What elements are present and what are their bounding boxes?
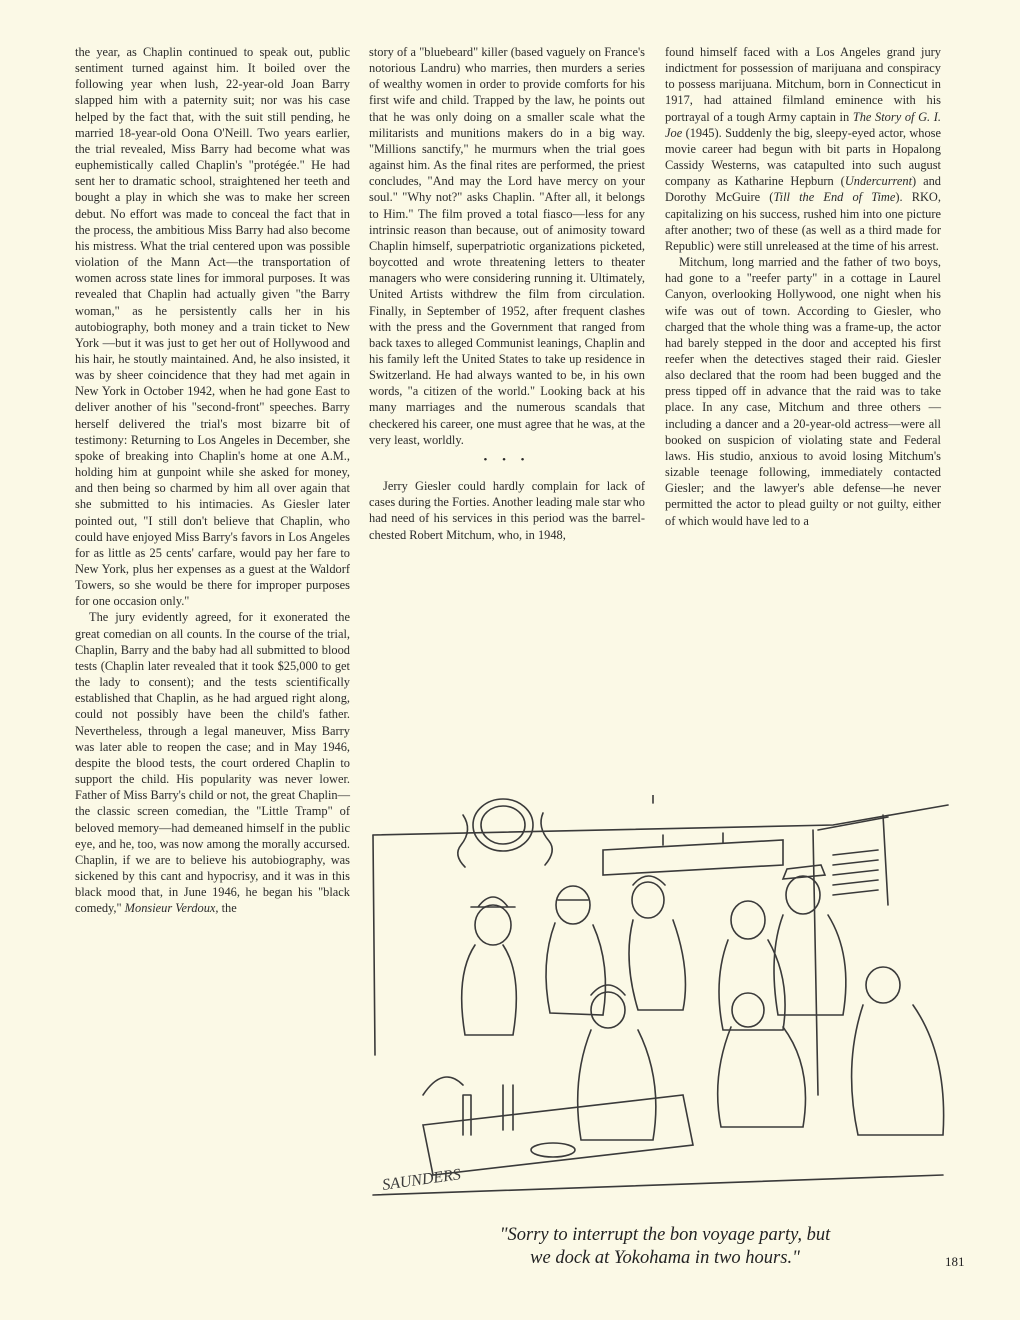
paragraph-text: ) and Dorothy McGuire ( <box>665 174 941 205</box>
paragraph: Jerry Giesler could hardly complain for lack of cases during the Forties. Another leading male star who had need of his services in this period was the barrel-chested Robert Mitchum, who, in 1948, <box>369 479 645 542</box>
text-column-2 <box>369 44 645 543</box>
film-title: Monsieur Verdoux, <box>124 901 219 916</box>
text-column-3 <box>665 44 941 529</box>
paragraph-text: ). RKO, capitalizing on his success, rushed him into one picture after another; two of these (as well as a third made for Republic) were still unreleased at the time of his arrest. <box>665 190 941 253</box>
paragraph: Mitchum, long married and the father of two boys, had gone to a "reefer party" in a cottage in Laurel Canyon, overlooking Hollywood, one night when his wife was out of town. According to Giesler, who charged that the whole thing was a frame-up, the actor had barely stepped in the door and accepted his first reefer when the detectives staged their raid. Giesler also declared that the room had been bugged and the press tipped off in advance that the raid was to take place. In any case, Mitchum and three others —including a dancer and a 20-year-old actress—were all booked on suspicion of violating state and Federal laws. His studio, anxious to avoid losing Mitchum's sizable teenage following, immediately contacted Giesler; and the lawyer's able defense—he never permitted the actor to plead guilty or not guilty, either of which would have led to a <box>665 255 941 528</box>
paragraph: story of a "bluebeard" killer (based vaguely on France's notorious Landru) who marries, then murders a series of wealthy women in order to provide comforts for his first wife and child. Trapped by the law, he points out that he was only doing on a smaller scale what the militarists and munitions makers do in a big way. "Millions sanctify," he murmurs when the trial goes against him. As the final rites are performed, the priest concludes, "And may the Lord have mercy on your soul." "Why not?" asks Chaplin. "After all, it belongs to Him." The film proved a total fiasco—less for any intrinsic reason than because, out of animosity toward Chaplin himself, superpatriotic organizations picketed, boycotted and wrote threatening letters to theater managers who were considering running it. Ultimately, United Artists withdrew the film from circulation. Finally, in September of 1952, after frequent clashes with the press and the Government that ranged from back taxes to alleged Communist leanings, Chaplin and his family left the United States to take up residence in Switzerland. He had always wanted to be, in his own words, "a citizen of the world." Looking back at his many marriages and the numerous scandals that checkered his career, one must agree that he was, at the very least, worldly. <box>369 45 645 447</box>
film-title: Undercurrent <box>844 174 913 189</box>
paragraph-text: (1945). Suddenly the big, sleepy-eyed actor, whose movie career had begun with bit parts in Hopalong Cassidy Westerns, was catapulted into such august company as Katharine Hepburn ( <box>665 125 941 189</box>
paragraph-text: the <box>218 901 237 916</box>
artist-signature: SAUNDERS <box>381 1166 462 1194</box>
cartoon-caption <box>380 1224 950 1270</box>
paragraph: the year, as Chaplin continued to speak out, public sentiment turned against him. It boiled over the following year when lush, 22-year-old Joan Barry slapped him with a paternity suit; nor was his case helped by the fact that, with the suit still pending, he married 18-year-old Oona O'Neill. Two years earlier, the trial revealed, Miss Barry had become what was euphemistically called Chaplin's "protégée." He had sent her to dramatic school, straightened her teeth and bought a play in which she was to make her screen debut. No effort was made to conceal the fact that in the process, the ambitious Miss Barry had also become his mistress. What the trial centered upon was possible violation of the Mann Act—the transportation of women across state lines for immoral purposes. It was revealed that Chaplin had actually given "the Barry woman," as he persistently calls her in his autobiography, both money and a train ticket to New York —but it was just to get her out of Hollywood and his hair, he stoutly maintained. And, he also insisted, it was by sheer coincidence that they had met again in New York in October 1942, when he had gone East to deliver another of his "second-front" speeches. Barry herself delivered the trial's most bizarre bit of testimony: Returning to Los Angeles in December, she spoke of breaking into Chaplin's home at one A.M., holding him at gunpoint while she asked for money, and then being so charmed by him all over again that she submitted to his intimacies. As Giesler later pointed out, "I still don't believe that Chaplin, who could have enjoyed Miss Barry's favors in Los Angeles for as little as 25 cents' carfare, would pay her fare to New York, plus her expenses as a guest at the Waldorf Towers, so she would be there for improper purposes for one occasion only." <box>75 45 350 609</box>
caption-line: we dock at Yokohama in two hours." <box>530 1248 800 1268</box>
film-title: The Story of G. I. Joe <box>665 109 941 140</box>
paragraph-text: The jury evidently agreed, for it exonerated the great comedian on all counts. In the course of the trial, Chaplin, Barry and the baby had all submitted to blood tests (Chaplin later revealed that it took $25,000 to get the lady to consent); and the tests scientifically established that Chaplin, as he had argued right along, could not possibly have been the child's father. Nevertheless, through a legal maneuver, Miss Barry was later able to reopen the case; and in May 1946, despite the blood tests, the court ordered Chaplin to support the child. His popularity was never lower. Father of Miss Barry's child or not, the great Chaplin—the classic screen comedian, the "Little Tramp" of beloved memory—had demeaned himself in the public eye, and he, too, was now among the morally accursed. Chaplin, if we are to believe his autobiography, was sickened by this cant and hypocrisy, and it was in this black mood that, in June 1946, he began his "black comedy," <box>75 610 350 916</box>
caption-line: "Sorry to interrupt the bon voyage party, but <box>499 1225 831 1245</box>
page-number: 181 <box>945 1254 965 1269</box>
film-title: Till the End of Time <box>773 190 896 205</box>
text-column-1 <box>75 44 350 916</box>
paragraph-text: found himself faced with a Los Angeles grand jury indictment for possession of marijuana and conspiracy to possess marijuana. Mitchum, born in Connecticut in 1917, had attained filmland eminence with his portrayal of a tough Army captain in <box>665 45 941 124</box>
section-separator: • • • <box>483 453 531 466</box>
cartoon-illustration <box>363 795 953 1220</box>
cartoon-drawing <box>363 795 953 1220</box>
paragraph <box>75 609 350 916</box>
paragraph <box>665 44 941 254</box>
